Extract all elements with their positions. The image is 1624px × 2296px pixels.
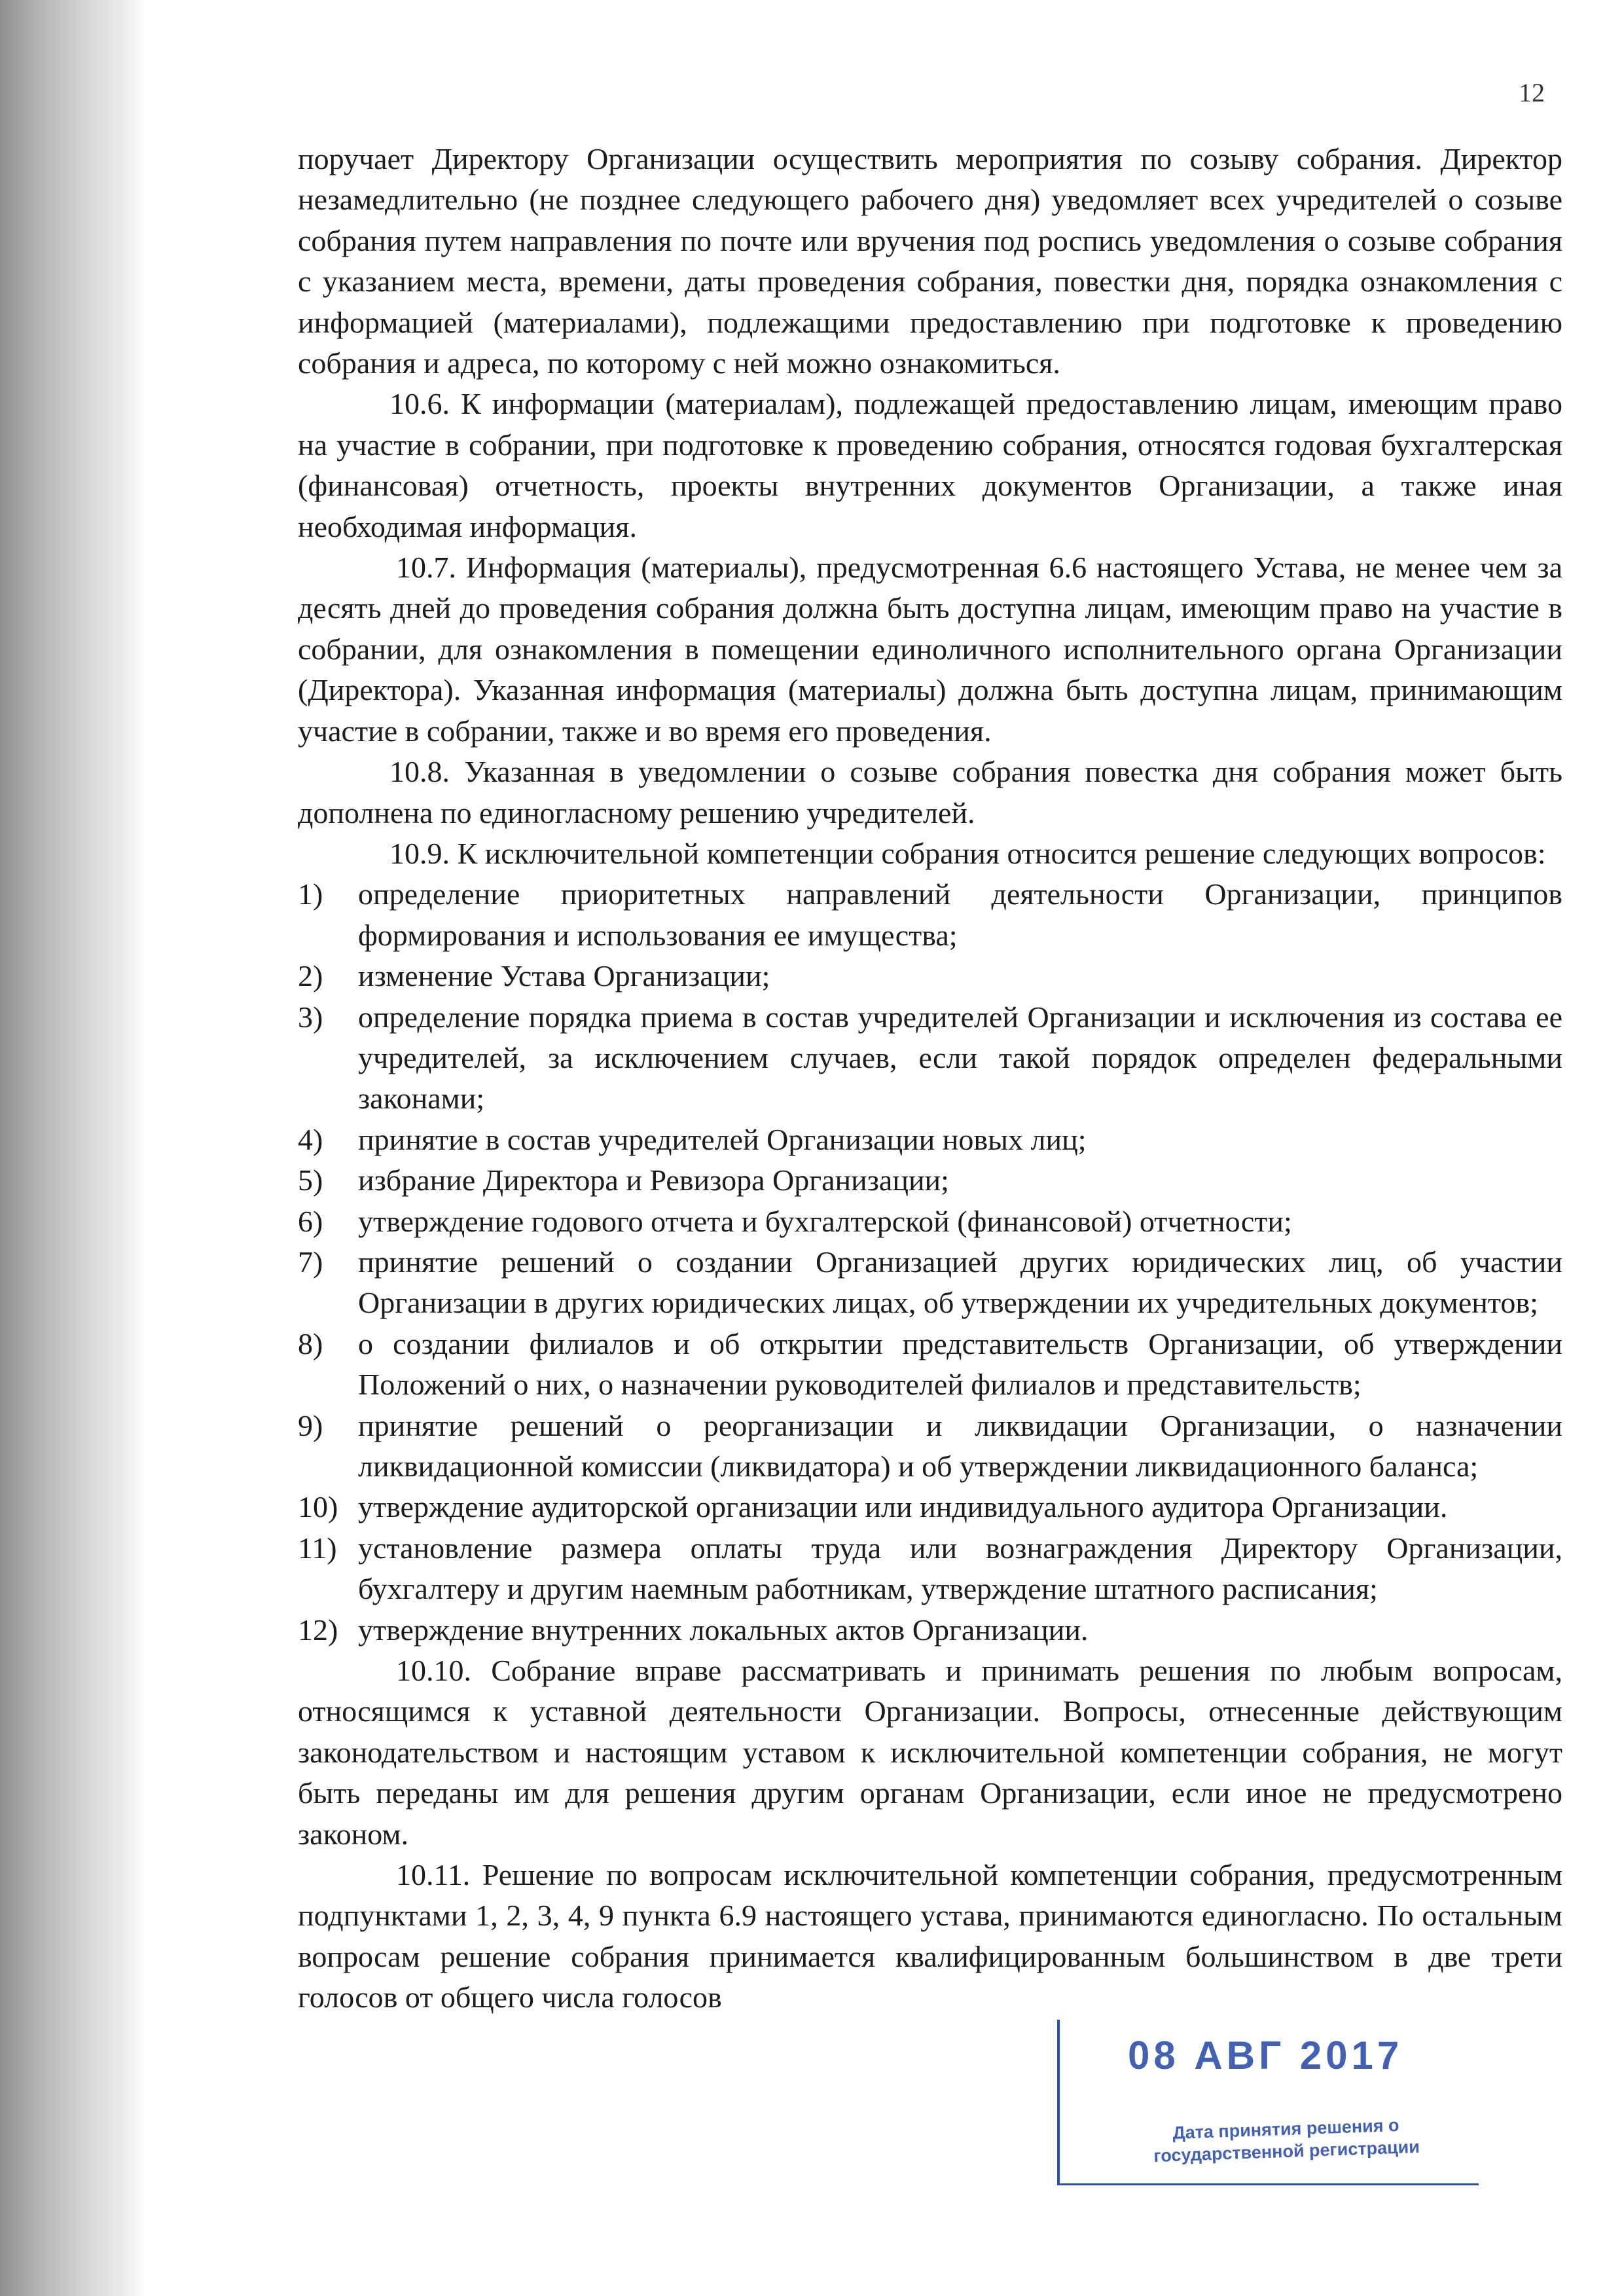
list-item (298, 956, 1562, 996)
list-item-text: определение приоритетных направлений деятельности Организации, принципов формирования и использования ее имущества; (358, 877, 1562, 952)
list-item-text: изменение Устава Организации; (358, 959, 770, 993)
document-body (298, 139, 1562, 2018)
list-item-text: принятие в состав учредителей Организации новых лиц; (358, 1122, 1087, 1156)
list-item-text: утверждение внутренних локальных актов Организации. (358, 1613, 1089, 1647)
list-item (298, 1242, 1562, 1324)
list-item (298, 997, 1562, 1120)
list-item-number: 5) (298, 1163, 323, 1197)
list-item (298, 1324, 1562, 1406)
stamp-caption: Дата принятия решения о государственной регистрации (1153, 2115, 1420, 2166)
list-item-number: 7) (298, 1245, 323, 1279)
list-item-number: 8) (298, 1326, 323, 1360)
list-item-number: 3) (298, 1000, 323, 1034)
list-item-text: определение порядка приема в состав учредителей Организации и исключения из состава ее учредителей, за исключением случаев, если такой порядок определен федеральными законами; (358, 1000, 1562, 1116)
list-item-number: 9) (298, 1408, 323, 1442)
list-item-number: 1) (298, 877, 323, 911)
competence-list (298, 874, 1562, 1650)
list-item (298, 1610, 1562, 1650)
paragraph-10-7: 10.7. Информация (материалы), предусмотренная 6.6 настоящего Устава, не менее чем за десять дней до проведения собрания должна быть доступна лицам, имеющим право на участие в собрании, для ознакомления в помещении единоличного исполнительного органа Организации (Директора). Указанная информация (материалы) должна быть доступна лицам, принимающим участие в собрании, также и во время его проведения. (298, 551, 1562, 748)
list-item-number: 12) (298, 1613, 338, 1647)
list-item-text: принятие решений о создании Организацией других юридических лиц, об участии Организации в других юридических лицах, об утверждении их учредительных документов; (358, 1245, 1562, 1320)
list-item-text: утверждение годового отчета и бухгалтерской (финансовой) отчетности; (358, 1204, 1292, 1238)
list-item (298, 1406, 1562, 1487)
list-item-number: 11) (298, 1531, 337, 1565)
list-item (298, 874, 1562, 956)
list-item-text: избрание Директора и Ревизора Организации; (358, 1163, 949, 1197)
list-item-text: принятие решений о реорганизации и ликвидации Организации, о назначении ликвидационной комиссии (ликвидатора) и об утверждении ликвидационного баланса; (358, 1408, 1562, 1483)
list-item-number: 10) (298, 1490, 338, 1524)
paragraph-10-11: 10.11. Решение по вопросам исключительной компетенции собрания, предусмотренным подпунктами 1, 2, 3, 4, 9 пункта 6.9 настоящего устава, принимаются единогласно. По остальным вопросам решение собрания принимается квалифицированным большинством в две трети голосов от общего числа голосов (298, 1858, 1562, 2014)
paragraph-10-6: 10.6. К информации (материалам), подлежащей предоставлению лицам, имеющим право на участие в собрании, при подготовке к проведению собрания, относятся годовая бухгалтерская (финансовая) отчетность, проекты внутренних документов Организации, а также иная необходимая информация. (298, 387, 1562, 543)
page-number: 12 (1519, 78, 1545, 107)
list-item-number: 2) (298, 959, 323, 993)
scan-shadow (0, 0, 147, 2296)
list-item-text: о создании филиалов и об открытии представительств Организации, об утверждении Положений о них, о назначении руководителей филиалов и представительств; (358, 1326, 1562, 1402)
intro-paragraph: поручает Директору Организации осуществить мероприятия по созыву собрания. Директор незамедлительно (не позднее следующего рабочего дня) уведомляет всех учредителей о созыве собрания путем направления по почте или вручения под роспись уведомления о созыве собрания с указанием места, времени, даты проведения собрания, повестки дня, порядка ознакомления с информацией (материалами), подлежащими предоставлению при подготовке к проведению собрания и адреса, по которому с ней можно ознакомиться. (298, 142, 1562, 380)
list-item-text: утверждение аудиторской организации или индивидуального аудитора Организации. (358, 1490, 1448, 1524)
paragraph-10-9: 10.9. К исключительной компетенции собрания относится решение следующих вопросов: (389, 836, 1546, 870)
list-item-text: установление размера оплаты труда или вознаграждения Директору Организации, бухгалтеру и другим наемным работникам, утверждение штатного расписания; (358, 1531, 1562, 1606)
list-item (298, 1160, 1562, 1201)
list-item (298, 1120, 1562, 1160)
list-item-number: 6) (298, 1204, 323, 1238)
stamp-date: 08 АВГ 2017 (1128, 2033, 1403, 2077)
paragraph-10-8: 10.8. Указанная в уведомлении о созыве собрания повестка дня собрания может быть дополнена по единогласному решению учредителей. (298, 755, 1562, 829)
list-item-number: 4) (298, 1122, 323, 1156)
registration-stamp (1057, 2020, 1502, 2196)
paragraph-10-10: 10.10. Собрание вправе рассматривать и принимать решения по любым вопросам, относящимся к уставной деятельности Организации. Вопросы, отнесенные действующим законодательством и настоящим уставом к исключительной компетенции собрания, не могут быть переданы им для решения другим органам Организации, если иное не предусмотрено законом. (298, 1654, 1562, 1851)
list-item (298, 1487, 1562, 1527)
list-item (298, 1201, 1562, 1242)
list-item (298, 1528, 1562, 1610)
